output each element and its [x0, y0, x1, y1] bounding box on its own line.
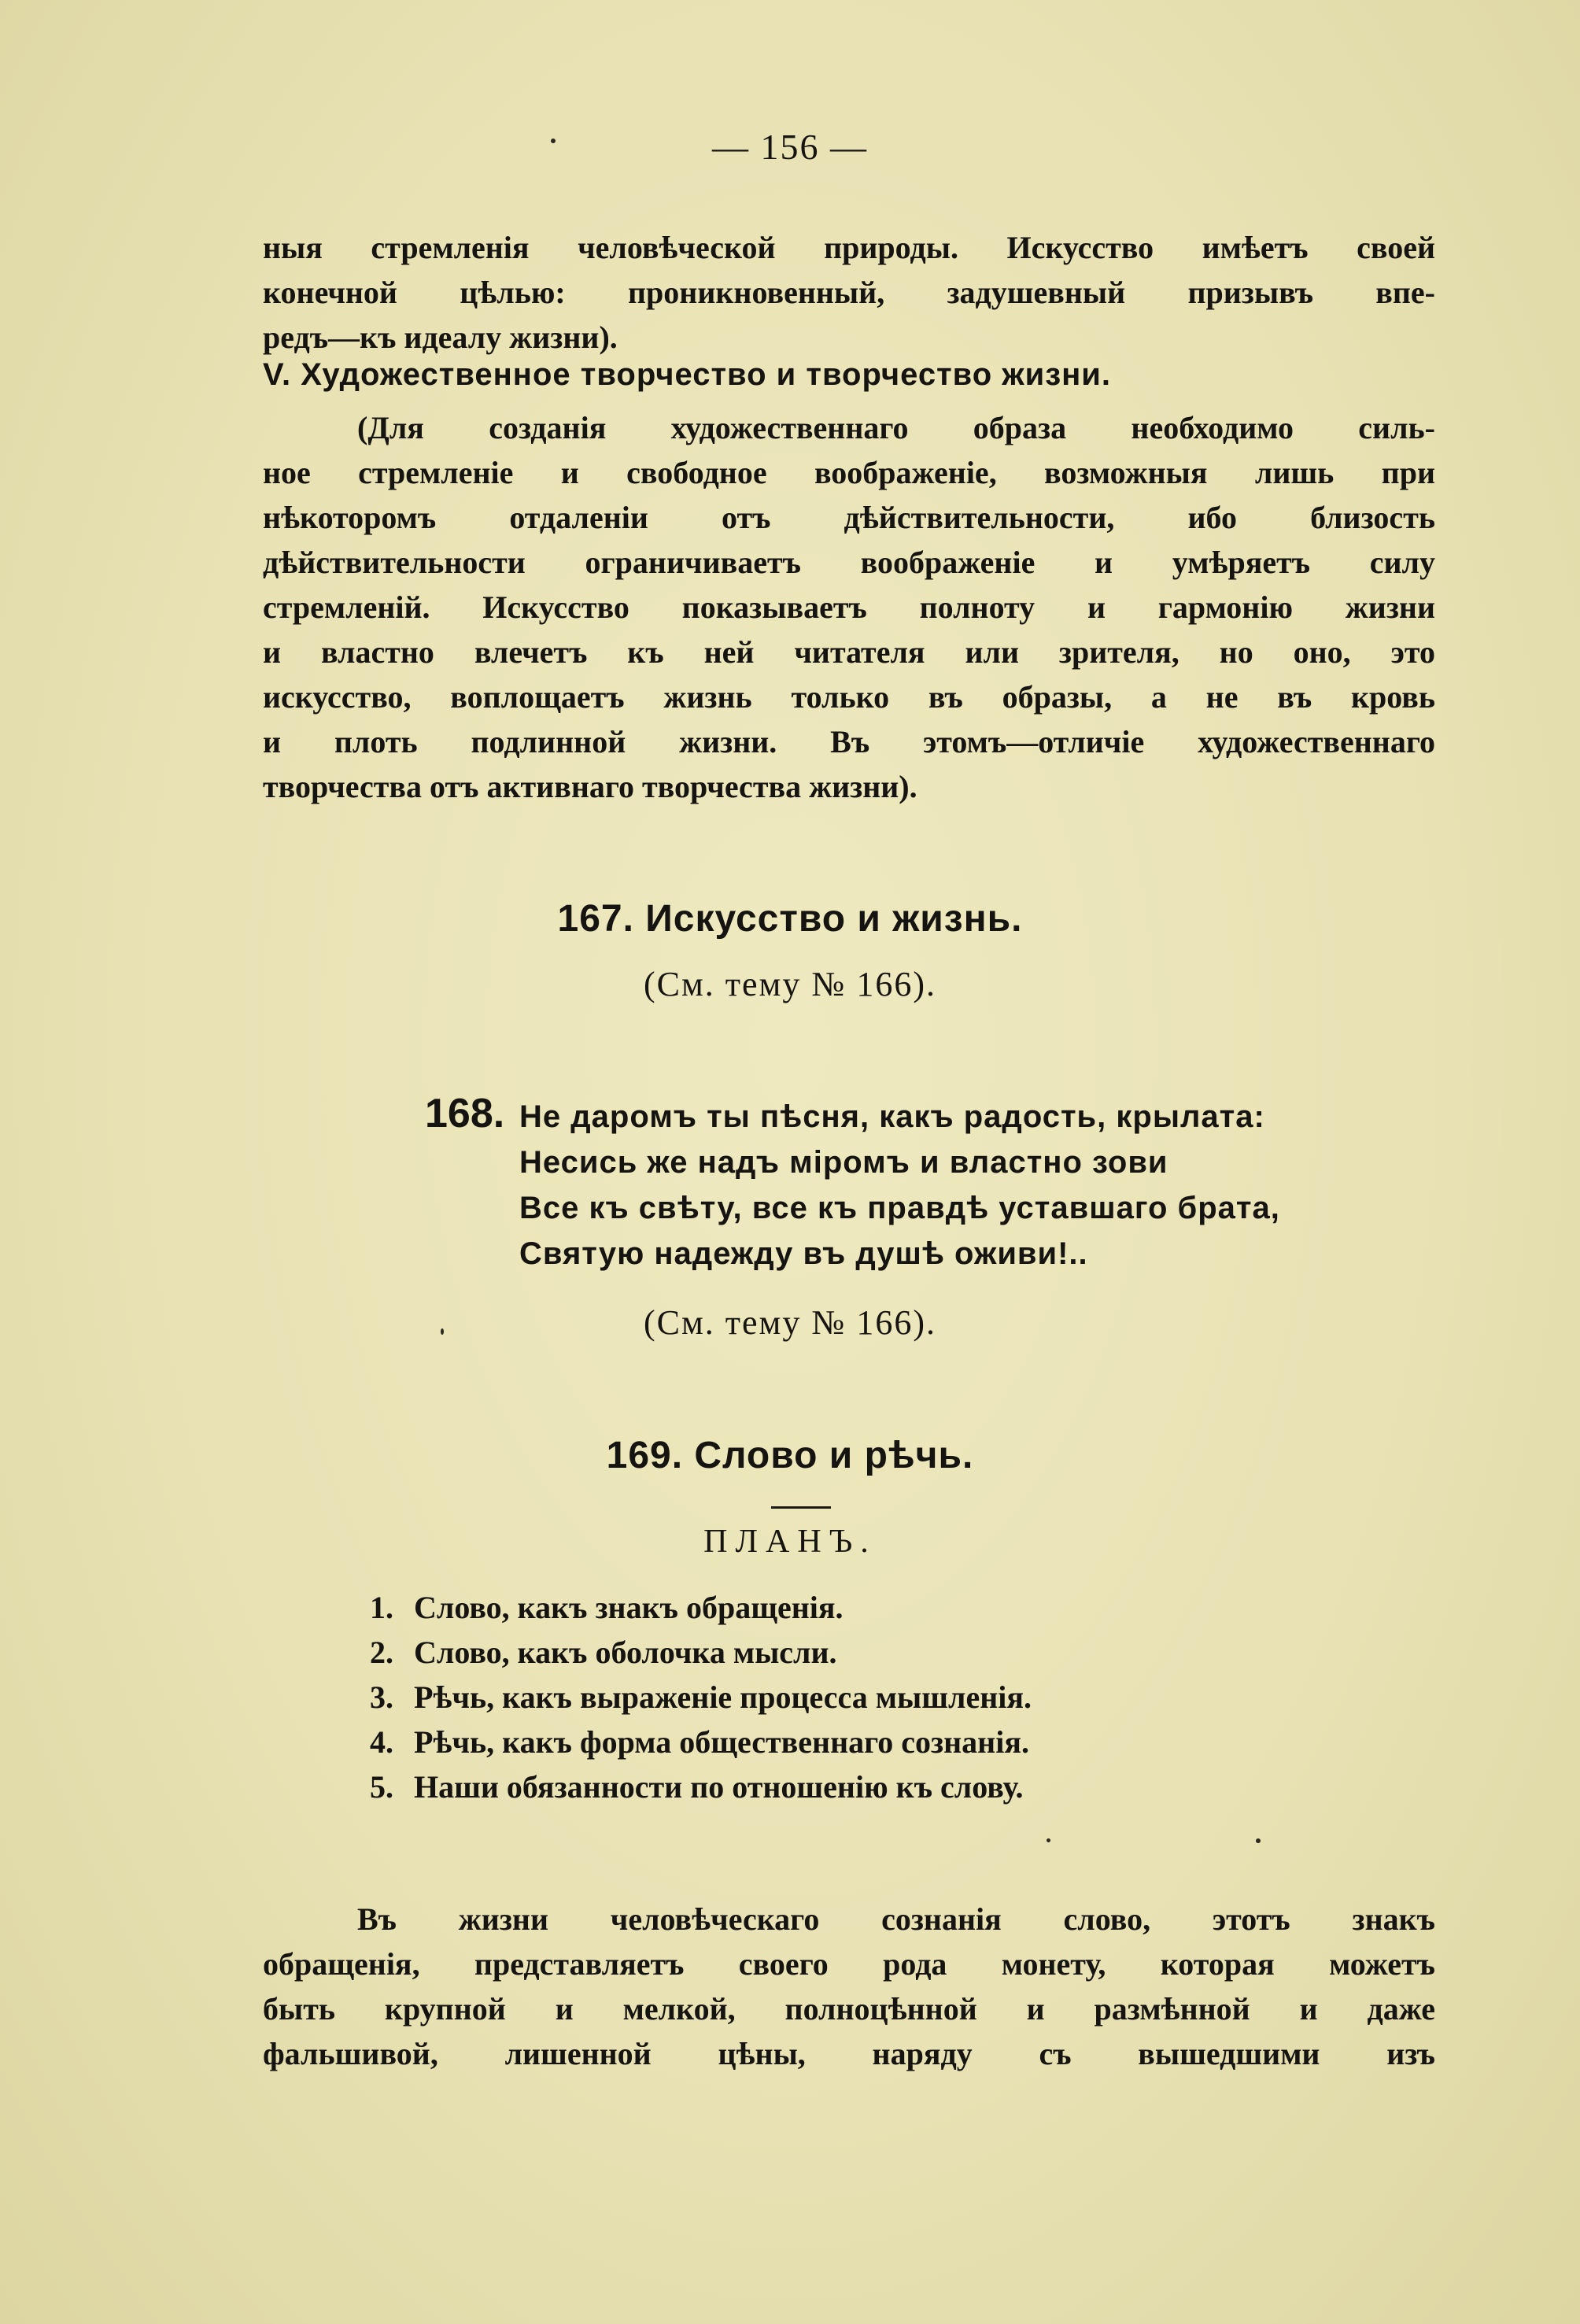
list-item [370, 1630, 1032, 1675]
topic-167-title: 167. Искусство и жизнь. [557, 898, 1023, 940]
text-line: дѣйствительности ограничиваетъ воображеніе и умѣряетъ силу [263, 545, 1435, 580]
text-line: быть крупной и мелкой, полноцѣнной и размѣнной и даже [263, 1991, 1435, 2027]
text-line: творчества отъ активнаго творчества жизни). [263, 769, 917, 804]
topic-169-title: 169. Слово и рѣчь. [606, 1435, 974, 1476]
text-line: и плоть подлинной жизни. Въ этомъ—отличіе художественнаго [263, 724, 1435, 759]
list-item-number: 2. [370, 1635, 393, 1670]
topic-168-number: 168. [425, 1091, 505, 1136]
list-item-text: Рѣчь, какъ форма общественнаго сознанія. [414, 1724, 1029, 1760]
intro-paragraph [263, 225, 1435, 360]
list-item-text: Слово, какъ оболочка мысли. [414, 1635, 837, 1670]
list-item [370, 1720, 1032, 1764]
list-item-number: 4. [370, 1724, 393, 1760]
list-item-text: Слово, какъ знакъ обращенія. [414, 1590, 844, 1625]
text-line: искусство, воплощаетъ жизнь только въ образы, а не въ кровь [263, 679, 1435, 715]
text-line: и властно влечетъ къ ней читателя или зрителя, но оно, это [263, 634, 1435, 670]
verse-line: Все къ свѣту, все къ правдѣ уставшаго брата, [519, 1191, 1280, 1225]
topic-167-see-also: (См. тему № 166). [643, 965, 937, 1003]
list-item-number: 1. [370, 1590, 393, 1625]
paper-speck [441, 1328, 444, 1335]
list-item [370, 1675, 1032, 1720]
divider [771, 1506, 831, 1509]
topic-168-see-also: (См. тему № 166). [643, 1303, 937, 1342]
text-line: Въ жизни человѣческаго сознанія слово, этотъ знакъ [357, 1901, 1435, 1937]
list-item-number: 5. [370, 1769, 393, 1805]
plan-list [370, 1585, 1032, 1809]
text-line: ныя стремленія человѣческой природы. Искусство имѣетъ своей [263, 230, 1435, 265]
list-item-text: Наши обязанности по отношенію къ слову. [414, 1769, 1024, 1805]
verse-line: Не даромъ ты пѣсня, какъ радость, крылата: [519, 1099, 1265, 1134]
plan-title: ПЛАНЪ. [703, 1524, 877, 1560]
text-line: конечной цѣлью: проникновенный, задушевный призывъ впе- [263, 275, 1435, 310]
page-number: — 156 — [712, 127, 868, 167]
section-v-paragraph [263, 405, 1435, 809]
text-line: ное стремленіе и свободное воображеніе, возможныя лишь при [263, 455, 1435, 490]
text-line: (Для созданія художественнаго образа необходимо силь- [357, 410, 1435, 445]
paper-speck [551, 139, 556, 143]
text-line: фальшивой, лишенной цѣны, наряду съ вышедшими изъ [263, 2036, 1435, 2071]
text-line: редъ—къ идеалу жизни). [263, 320, 618, 355]
section-v-heading: V. Художественное творчество и творчество жизни. [263, 357, 1111, 392]
paper-speck [1047, 1838, 1050, 1842]
verse-line: Святую надежду въ душѣ оживи!.. [519, 1236, 1088, 1271]
list-item [370, 1585, 1032, 1630]
topic-169-body [263, 1897, 1435, 2076]
list-item-number: 3. [370, 1679, 393, 1715]
verse-line: Несись же надъ міромъ и властно зови [519, 1145, 1168, 1180]
list-item-text: Рѣчь, какъ выраженіе процесса мышленія. [414, 1679, 1032, 1715]
list-item [370, 1764, 1032, 1809]
text-line: обращенія, представляетъ своего рода монету, которая можетъ [263, 1946, 1435, 1982]
paper-speck [1256, 1838, 1261, 1843]
text-line: стремленій. Искусство показываетъ полноту и гармонію жизни [263, 589, 1435, 625]
text-line: нѣкоторомъ отдаленіи отъ дѣйствительности, ибо близость [263, 500, 1435, 535]
